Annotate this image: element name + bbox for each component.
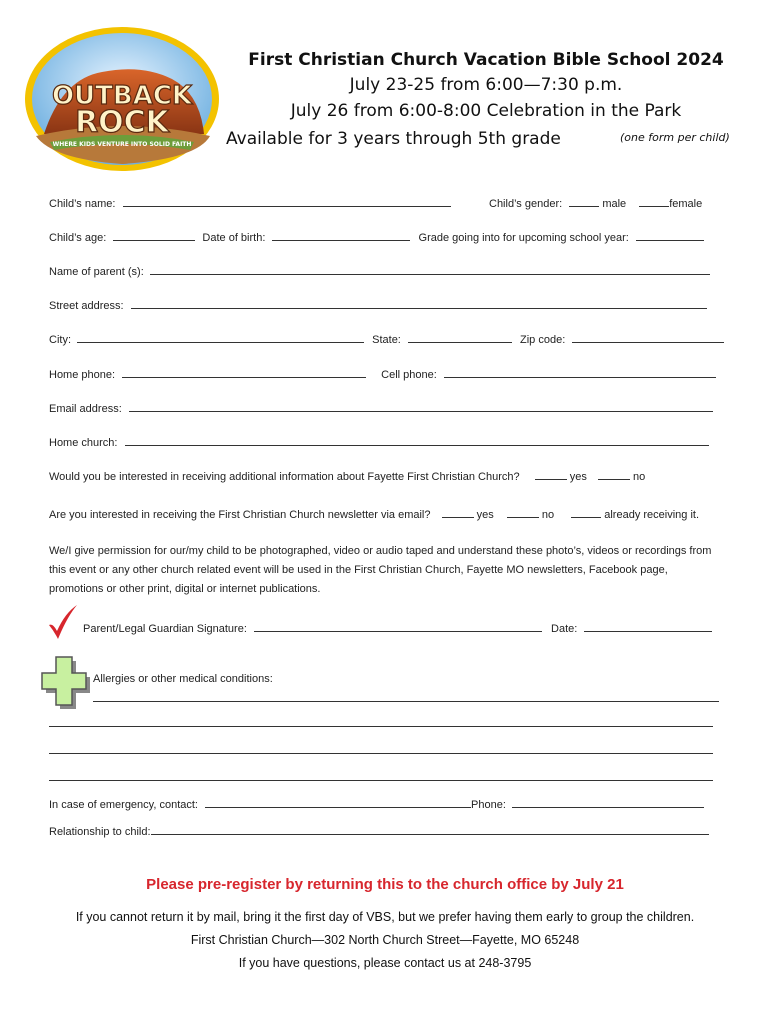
emergency-contact-field[interactable] xyxy=(205,797,471,808)
allergies-label: Allergies or other medical conditions: xyxy=(93,673,273,685)
parent-name-label: Name of parent (s): xyxy=(49,266,144,278)
relationship-label: Relationship to child: xyxy=(49,826,151,838)
female-label: female xyxy=(669,198,703,210)
logo-word-outback: OUTBACK xyxy=(51,81,193,111)
city-row xyxy=(49,332,724,346)
email-field[interactable] xyxy=(129,401,713,412)
one-form-note: (one form per child) xyxy=(620,131,730,144)
cell-phone-label: Cell phone: xyxy=(381,369,437,381)
allergies-line-2[interactable] xyxy=(49,726,713,727)
zip-field[interactable] xyxy=(572,332,724,343)
photo-permission-text: We/I give permission for our/my child to be photographed, video or audio taped and understand these photo’s, videos or recordings from this event or any other church related event will be used in the First Christian Church, Fayette MO newsletters, Facebook page, promotions or other print, digital or internet publications. xyxy=(49,545,712,595)
newsletter-no-field[interactable] xyxy=(507,507,539,518)
male-field[interactable] xyxy=(569,196,599,207)
newsletter-no-label: no xyxy=(541,509,555,521)
email-label: Email address: xyxy=(49,403,122,415)
state-field[interactable] xyxy=(408,332,512,343)
child-name-field[interactable] xyxy=(123,196,451,207)
date-label: Date: xyxy=(551,623,578,635)
allergies-line-4[interactable] xyxy=(49,780,713,781)
relationship-field[interactable] xyxy=(151,824,709,835)
female-field[interactable] xyxy=(639,196,669,207)
info-question-row xyxy=(49,469,645,483)
cell-phone-field[interactable] xyxy=(444,367,716,378)
info-no-field[interactable] xyxy=(598,469,630,480)
event-title: First Christian Church Vacation Bible School 2024 xyxy=(248,50,724,70)
child-name-label: Child’s name: xyxy=(49,198,116,210)
signature-field[interactable] xyxy=(254,621,542,632)
city-label: City: xyxy=(49,334,71,346)
allergies-line-1[interactable] xyxy=(93,701,719,702)
event-header xyxy=(226,48,746,149)
state-label: State: xyxy=(372,334,401,346)
dob-label: Date of birth: xyxy=(202,232,266,244)
emergency-label: In case of emergency, contact: xyxy=(49,799,198,811)
home-phone-label: Home phone: xyxy=(49,369,116,381)
info-yes-label: yes xyxy=(569,471,587,483)
emergency-phone-label: Phone: xyxy=(471,799,506,811)
contact-phone-line: If you have questions, please contact us at 248-3795 xyxy=(238,956,532,970)
emergency-row xyxy=(49,797,704,811)
child-age-row xyxy=(49,230,704,244)
info-question-label: Would you be interested in receiving additional information about Fayette First Christian Church? xyxy=(49,471,520,483)
child-age-field[interactable] xyxy=(113,230,195,241)
celebration-line: July 26 from 6:00-8:00 Celebration in the Park xyxy=(290,101,682,121)
street-label: Street address: xyxy=(49,300,124,312)
logo-word-rock: ROCK xyxy=(75,105,169,140)
city-field[interactable] xyxy=(77,332,364,343)
outback-rock-logo xyxy=(22,24,222,174)
street-field[interactable] xyxy=(131,298,707,309)
child-gender-label: Child’s gender: xyxy=(489,198,563,210)
child-name-row xyxy=(49,196,451,210)
signature-label: Parent/Legal Guardian Signature: xyxy=(83,623,247,635)
emergency-phone-field[interactable] xyxy=(512,797,704,808)
medical-cross-icon xyxy=(40,655,92,711)
phone-row xyxy=(49,367,716,381)
checkmark-icon xyxy=(47,603,79,641)
grade-field[interactable] xyxy=(636,230,704,241)
event-dates-line: July 23-25 from 6:00—7:30 p.m. xyxy=(349,75,623,95)
info-no-label: no xyxy=(632,471,646,483)
child-age-label: Child’s age: xyxy=(49,232,107,244)
logo-tagline: WHERE KIDS VENTURE INTO SOLID FAITH xyxy=(52,141,192,148)
home-church-label: Home church: xyxy=(49,437,118,449)
newsletter-question-row xyxy=(49,507,699,521)
newsletter-already-field[interactable] xyxy=(571,507,601,518)
grade-label: Grade going into for upcoming school year: xyxy=(418,232,629,244)
home-phone-field[interactable] xyxy=(122,367,366,378)
newsletter-yes-label: yes xyxy=(476,509,494,521)
child-gender-row xyxy=(489,196,702,210)
newsletter-yes-field[interactable] xyxy=(442,507,474,518)
newsletter-question-label: Are you interested in receiving the First Christian Church newsletter via email? xyxy=(49,509,431,521)
male-label: male xyxy=(602,198,627,210)
preregister-callout: Please pre-register by returning this to the church office by July 21 xyxy=(146,876,624,893)
parent-name-row xyxy=(49,264,710,278)
parent-name-field[interactable] xyxy=(150,264,710,275)
home-church-row xyxy=(49,435,709,449)
allergies-line-3[interactable] xyxy=(49,753,713,754)
dob-field[interactable] xyxy=(272,230,410,241)
newsletter-already-label: already receiving it. xyxy=(604,509,700,521)
age-range-line: Available for 3 years through 5th grade xyxy=(226,129,561,149)
email-row xyxy=(49,401,713,415)
return-instructions: If you cannot return it by mail, bring it the first day of VBS, but we prefer having them early to group the children. xyxy=(75,910,695,924)
info-yes-field[interactable] xyxy=(535,469,567,480)
zip-label: Zip code: xyxy=(520,334,566,346)
relationship-row xyxy=(49,824,709,838)
date-field[interactable] xyxy=(584,621,712,632)
street-row xyxy=(49,298,707,312)
home-church-field[interactable] xyxy=(125,435,709,446)
signature-row xyxy=(83,621,712,635)
church-address: First Christian Church—302 North Church Street—Fayette, MO 65248 xyxy=(190,933,580,947)
